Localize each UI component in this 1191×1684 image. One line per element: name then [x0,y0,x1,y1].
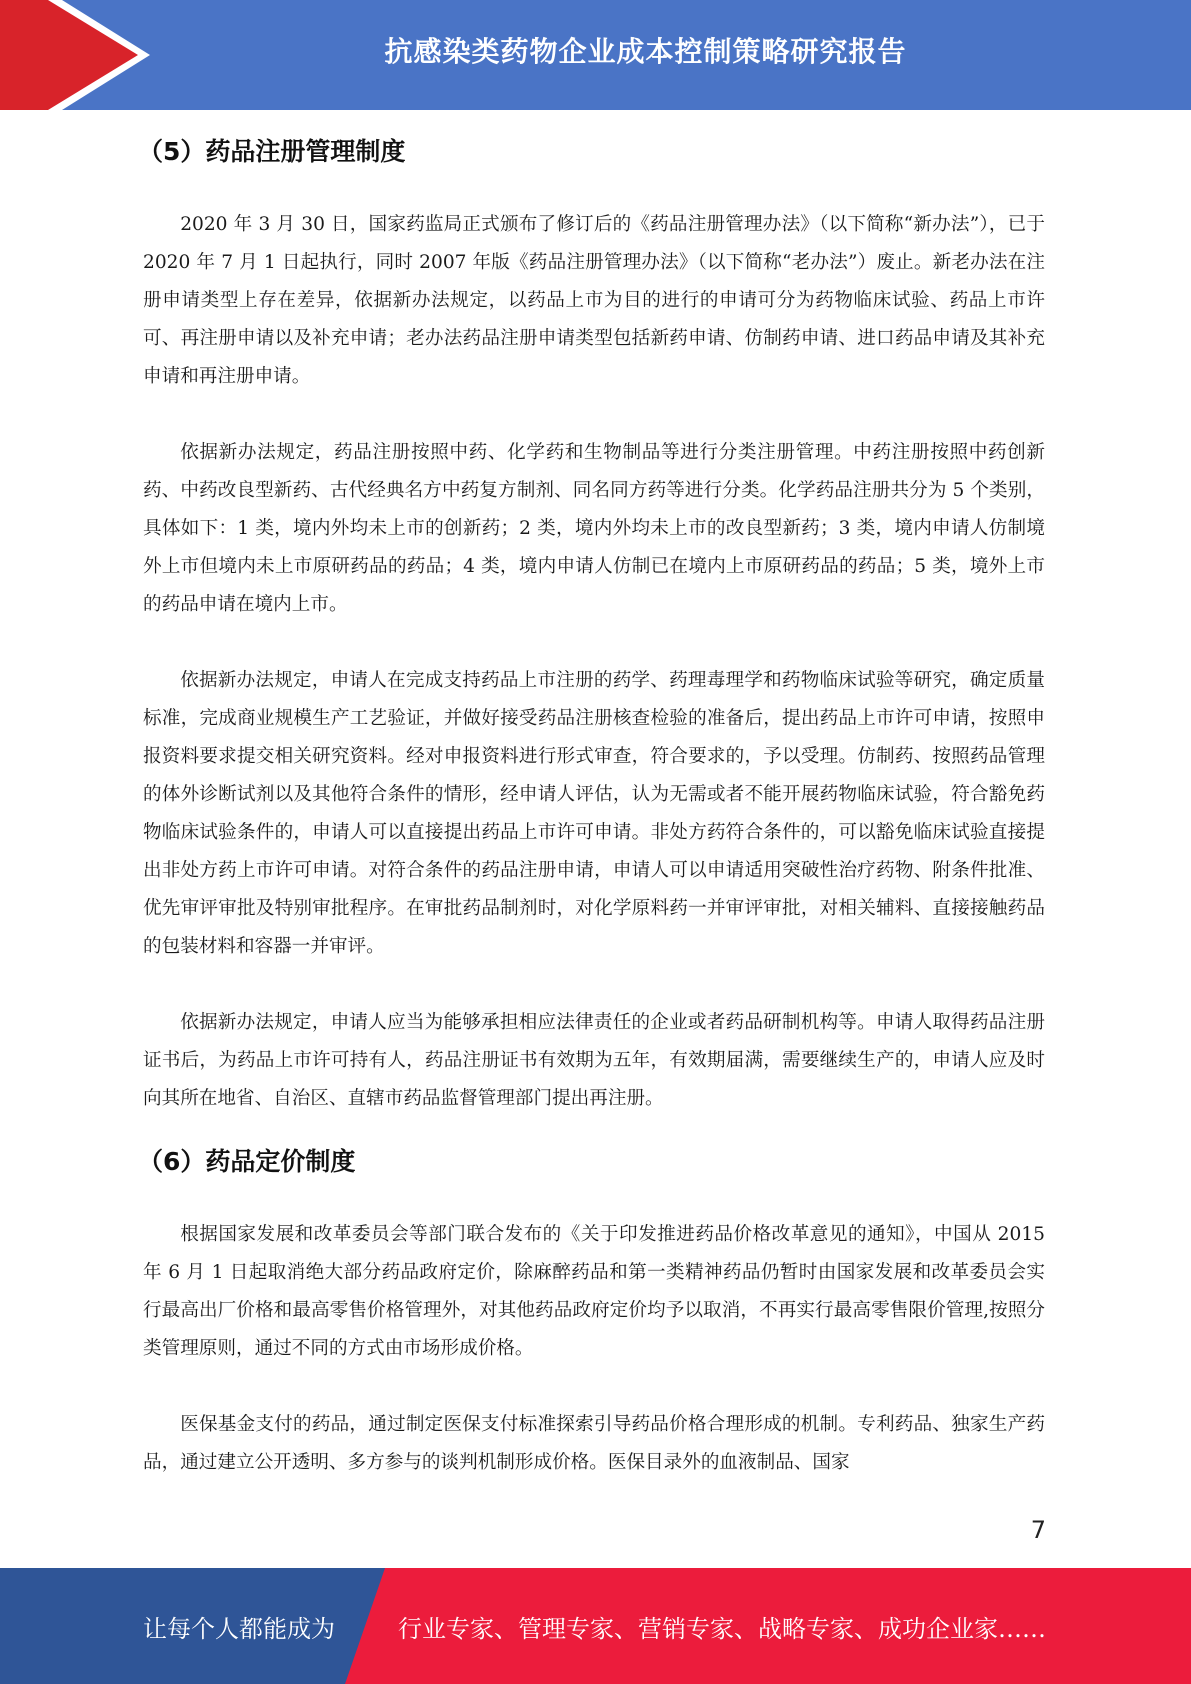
page-footer [0,1568,1191,1684]
paragraph: 依据新办法规定，申请人在完成支持药品上市注册的药学、药理毒理学和药物临床试验等研究，确定质量标准，完成商业规模生产工艺验证，并做好接受药品注册核查检验的准备后，提出药品上市许可申请，按照申报资料要求提交相关研究资料。经对申报资料进行形式审查，符合要求的，予以受理。仿制药、按照药品管理的体外诊断试剂以及其他符合条件的情形，经申请人评估，认为无需或者不能开展药物临床试验，符合豁免药物临床试验条件的，申请人可以直接提出药品上市许可申请。非处方药符合条件的，可以豁免临床试验直接提出非处方药上市许可申请。对符合条件的药品注册申请，申请人可以申请适用突破性治疗药物、附条件批准、优先审评审批及特别审批程序。在审批药品制剂时，对化学原料药一并审评审批，对相关辅料、直接接触药品的包装材料和容器一并审评。 [143,670,1045,957]
page-number: 7 [1030,1516,1046,1544]
footer-slogan-right: 行业专家、管理专家、营销专家、战略专家、成功企业家…… [398,1614,1046,1643]
section-heading-drug-pricing: （6）药品定价制度 [138,1147,356,1176]
paragraph: 根据国家发展和改革委员会等部门联合发布的《关于印发推进药品价格改革意见的通知》，中国从 2015 年 6 月 1 日起取消绝大部分药品政府定价，除麻醉药品和第一类精神药品仍暂时由国家发展和改革委员会实行最高出厂价格和最高零售价格管理外，对其他药品政府定价均予以取消，不再实行最高零售限价管理,按照分类管理原则，通过不同的方式由市场形成价格。 [143,1224,1045,1359]
footer-slogan-left: 让每个人都能成为 [143,1614,335,1643]
paragraph: 2020 年 3 月 30 日，国家药监局正式颁布了修订后的《药品注册管理办法》（以下简称“新办法”），已于 2020 年 7 月 1 日起执行，同时 2007 年版《药品注册管理办法》（以下简称“老办法”）废止。新老办法在注册申请类型上存在差异，依据新办法规定，以药品上市为目的进行的申请可分为药物临床试验、药品上市许可、再注册申请以及补充申请；老办法药品注册申请类型包括新药申请、仿制药申请、进口药品申请及其补充申请和再注册申请。 [143,214,1045,387]
paragraph: 医保基金支付的药品，通过制定医保支付标准探索引导药品价格合理形成的机制。专利药品、独家生产药品，通过建立公开透明、多方参与的谈判机制形成价格。医保目录外的血液制品、国家 [143,1414,1045,1473]
page-header [0,0,1191,110]
section-heading-drug-registration: （5）药品注册管理制度 [138,137,406,166]
main-content [138,128,1045,1482]
paragraph: 依据新办法规定，药品注册按照中药、化学药和生物制品等进行分类注册管理。中药注册按照中药创新药、中药改良型新药、古代经典名方中药复方制剂、同名同方药等进行分类。化学药品注册共分为 5 个类别，具体如下：1 类，境内外均未上市的创新药；2 类，境内外均未上市的改良型新药；3 类，境内申请人仿制境外上市但境内未上市原研药品的药品；4 类，境内申请人仿制已在境内上市原研药品的药品；5 类，境外上市的药品申请在境内上市。 [143,442,1045,615]
report-title: 抗感染类药物企业成本控制策略研究报告 [384,35,907,68]
paragraph: 依据新办法规定，申请人应当为能够承担相应法律责任的企业或者药品研制机构等。申请人取得药品注册证书后，为药品上市许可持有人，药品注册证书有效期为五年，有效期届满，需要继续生产的，申请人应及时向其所在地省、自治区、直辖市药品监督管理部门提出再注册。 [143,1012,1045,1109]
